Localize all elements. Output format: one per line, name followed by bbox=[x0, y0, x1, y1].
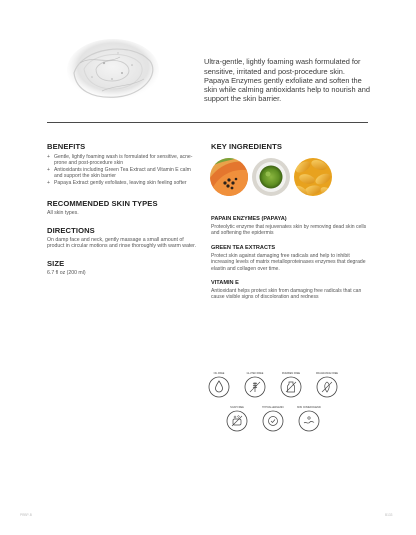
benefits-heading: BENEFITS bbox=[47, 142, 86, 151]
ingredient-green-tea bbox=[211, 245, 371, 272]
foaming-gel-swirl-image bbox=[62, 35, 164, 105]
right-column bbox=[211, 142, 371, 301]
green-tea-image bbox=[251, 157, 291, 197]
badge-label: GLUTEN FREE bbox=[246, 372, 264, 375]
badge-label: NON COMEDOGENIC bbox=[296, 406, 322, 409]
soap-free-icon bbox=[226, 410, 248, 432]
key-ingredients-heading: KEY INGREDIENTS bbox=[211, 142, 282, 151]
badge-label: PARABEN FREE bbox=[281, 372, 301, 375]
oil-free-icon bbox=[208, 376, 230, 398]
ingredient-name: PAPAIN ENZYMES (PAPAYA) bbox=[211, 216, 287, 222]
ingredient-name: GREEN TEA EXTRACTS bbox=[211, 244, 276, 251]
ingredient-name: VITAMIN E bbox=[211, 280, 239, 287]
size-heading: SIZE bbox=[47, 258, 65, 268]
ingredient-images bbox=[211, 157, 371, 199]
ingredient-vitamin-e bbox=[211, 280, 371, 301]
badge-label: FRAGRANCE FREE bbox=[315, 372, 339, 375]
badge-label: SOAP FREE bbox=[230, 406, 244, 409]
benefits-list bbox=[47, 154, 197, 186]
skin-types-text: All skin types. bbox=[47, 210, 79, 217]
skin-types-heading: RECOMMENDED SKIN TYPES bbox=[47, 199, 158, 209]
footer-code-left: PRBP-B bbox=[20, 513, 32, 517]
hypoallergenic-icon bbox=[262, 410, 284, 432]
directions-heading: DIRECTIONS bbox=[47, 225, 95, 235]
footer-code-right: B133 bbox=[385, 513, 393, 517]
benefits-section bbox=[47, 142, 197, 186]
benefit-item: + Gentle, lightly foaming wash is formulated for sensitive, acne-prone and post-procedure skin bbox=[47, 154, 197, 167]
benefit-item: + Papaya Extract gently exfoliates, leaving skin feeling softer bbox=[47, 180, 197, 186]
badge-label: OIL FREE bbox=[213, 372, 225, 375]
size-text: 6.7 fl oz (200 ml) bbox=[47, 269, 86, 276]
vitamin-e-image bbox=[293, 157, 333, 197]
ingredient-description: Protect skin against damaging free radicals and help to inhibit increasing levels of matrix metalloproteinases enzymes that degrade elastin and collagen over time. bbox=[211, 252, 366, 272]
non-comedogenic-icon bbox=[298, 410, 320, 432]
badge-label: HYPOALLERGENIC bbox=[262, 406, 284, 409]
left-column bbox=[47, 142, 197, 276]
hero-description: Ultra-gentle, lightly foaming wash formulated for sensitive, irritated and post-procedure skin. Papaya Enzymes gently exfoliate and soften the skin while calming antioxidants help to nourish and support the skin barrier. bbox=[204, 57, 370, 104]
ingredient-papaya bbox=[211, 216, 371, 237]
section-divider bbox=[47, 122, 368, 123]
size-section bbox=[47, 259, 197, 277]
ingredient-description: Proteolytic enzyme that rejuvenates skin by removing dead skin cells and softening the epidermis bbox=[211, 224, 367, 237]
skin-types-section bbox=[47, 199, 197, 217]
paraben-free-icon bbox=[280, 376, 302, 398]
directions-section bbox=[47, 226, 197, 250]
directions-text: On damp face and neck, gently massage a small amount of product in circular motions and rinse thoroughly with warm water. bbox=[47, 236, 197, 250]
benefit-item: + Antioxidants including Green Tea Extract and Vitamin E calm and support the skin barrier bbox=[47, 167, 197, 180]
fragrance-free-icon bbox=[316, 376, 338, 398]
gluten-free-icon bbox=[244, 376, 266, 398]
ingredient-description: Antioxidant helps protect skin from damaging free radicals that can cause visible signs of discoloration and redness bbox=[211, 288, 362, 301]
papaya-image bbox=[209, 157, 249, 197]
